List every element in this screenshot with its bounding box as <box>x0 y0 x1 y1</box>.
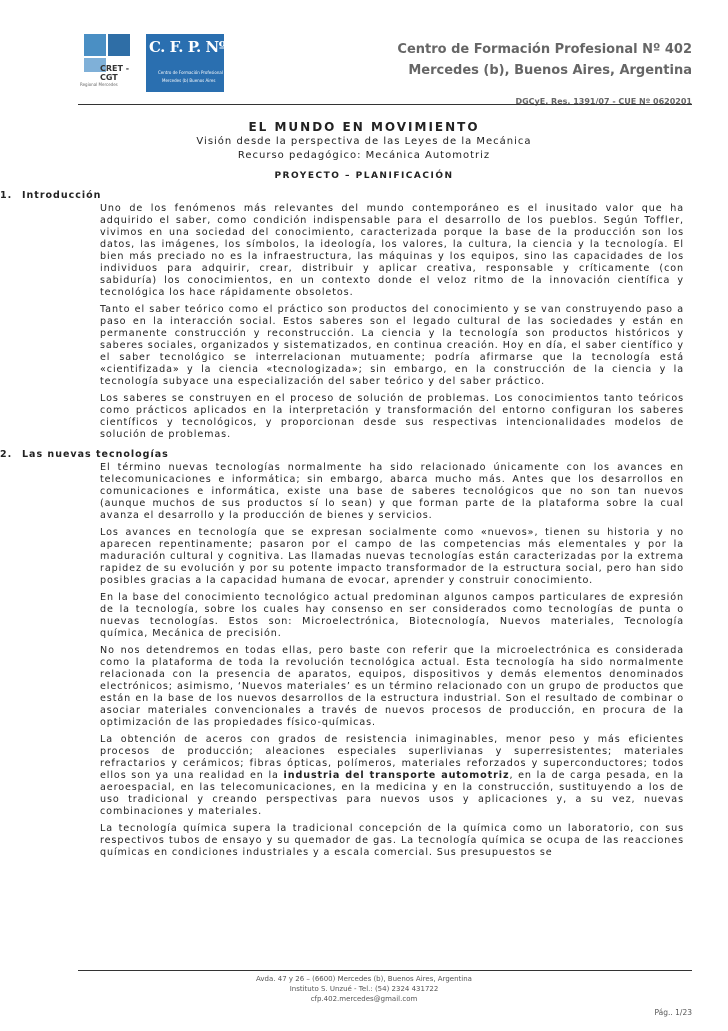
paragraph: Uno de los fenómenos más relevantes del mundo contemporáneo es el inusitado valor que ha adquirido el saber, como condición indispensable para el desarrollo de los pueblos. Según Toffler, vivimos en una sociedad del conocimiento, caracterizada porque la base de la producción son los datos, las imágenes, los símbolos, la ideología, los valores, la cultura, la ciencia y la tecnología. El bien más preciado no es la infraestructura, las máquinas y los equipos, sino las capacidades de los individuos para adquirir, crear, distribuir y aplicar creativa, responsable y críticamente (con sabiduría) los conocimientos, en un contexto donde el veloz ritmo de la innovación científica y tecnológica los hace rápidamente obsoletos. <box>100 203 684 298</box>
institution-resolution: DGCyE. Res. 1391/07 - CUE Nº 0620201 <box>515 97 692 106</box>
cfp-logo-subtext-2: Mercedes (b) Buenos Aires <box>162 78 216 83</box>
document-subtitle-2: Recurso pedagógico: Mecánica Automotriz <box>237 150 491 161</box>
logo-square <box>84 34 106 56</box>
institution-name: Centro de Formación Profesional Nº 402 <box>397 42 692 57</box>
footer-email: cfp.402.mercedes@gmail.com <box>310 995 418 1003</box>
section-heading <box>0 449 300 460</box>
emphasis-text: industria del transporte automotriz <box>283 770 510 781</box>
page-header <box>78 16 692 104</box>
project-heading: PROYECTO – PLANIFICACIÓN <box>274 171 454 181</box>
section-number: 2. <box>0 449 13 460</box>
document-subtitle: Visión desde la perspectiva de las Leyes de la Mecánica <box>196 136 532 147</box>
section-heading <box>0 190 300 201</box>
paragraph-with-emphasis <box>100 734 684 818</box>
section-nuevas-tecnologias <box>0 449 684 859</box>
institution-city: Mercedes (b), Buenos Aires, Argentina <box>408 63 692 78</box>
paragraph-text: La obtención de aceros con grados de resistencia inimaginables, menor peso y más eficientes procesos de producción; aleaciones especiales superlivianas y superresistentes; materiales refractarios y cerámicos; fibras ópticas, polímeros, materiales reforzados y superconductores; todos ellos son ya una realidad en la <box>100 734 684 781</box>
footer-address: Avda. 47 y 26 – (6600) Mercedes (b), Buenos Aires, Argentina <box>256 975 472 983</box>
footer-institute: Instituto S. Unzué - Tel.: (54) 2324 431722 <box>289 985 439 993</box>
header-divider <box>78 104 692 105</box>
paragraph: El término nuevas tecnologías normalmente ha sido relacionado únicamente con los avances en telecomunicaciones e informática; sin embargo, abarca mucho más. Antes que los desarrollos en comunicaciones e informática, existe una base de saberes tecnológicos que no son tan nuevos (aunque muchos de sus productos sí lo sean) y que forman parte de la plataforma sobre la cual avanza el desarrollo y la producción de bienes y servicios. <box>100 462 684 521</box>
document-body <box>0 190 684 864</box>
page-number: Pág.. 1/23 <box>654 1008 692 1017</box>
paragraph-text: , en la de carga pesada, en la aeroespacial, en las telecomunicaciones, en la medicina y en la construcción, sustituyendo a los de uso tradicional y creando perspectivas para nuevos usos y aplicaciones y, a su vez, nuevas combinaciones y materiales. <box>100 770 684 817</box>
section-number: 1. <box>0 190 13 201</box>
paragraph: Tanto el saber teórico como el práctico son productos del conocimiento y se van construyendo paso a paso en la interacción social. Estos saberes son el legado cultural de las sociedades y están en permanente construcción y reconstrucción. La ciencia y la tecnología son productos históricos y saberes sociales, organizados y sistematizados, en continua creación. Hoy en día, el saber científico y el saber tecnológico se interrelacionan mutuamente; podría afirmarse que la tecnología está «cientifizada» y la ciencia «tecnologizada»; sin embargo, en la construcción de la ciencia y la tecnología subyace una especialización del saber teórico y del saber práctico. <box>100 304 684 387</box>
footer-divider <box>78 970 692 971</box>
cret-logo-text: CRET - CGT <box>100 64 130 82</box>
cfp-logo-subtext: Centro de Formación Profesional <box>158 70 223 75</box>
paragraph: Los avances en tecnología que se expresan socialmente como «nuevos», tienen su historia y no aparecen repentinamente; pasaron por el campo de las competencias más elementales y por la maduración cultural y cognitiva. Las llamadas nuevas tecnologías están caracterizadas por la extrema rapidez de su evolución y por su potente impacto transformador de la estructura social, pero han sido posibles gracias a la capacidad humana de evocar, aprender y construir conocimiento. <box>100 527 684 586</box>
paragraph: La tecnología química supera la tradicional concepción de la química como un laboratorio, con sus respectivos tubos de ensayo y su quemador de gas. La tecnología química se ocupa de las reacciones químicas en condiciones industriales y a escala comercial. Sus presupuestos se <box>100 823 684 858</box>
document-title: EL MUNDO EN MOVIMIENTO <box>248 120 480 134</box>
section-introduccion <box>0 190 684 441</box>
paragraph: Los saberes se construyen en el proceso de solución de problemas. Los conocimientos tanto teóricos como prácticos aplicados en la interpretación y transformación del entorno configuran los saberes científicos y tecnológicos, y proporcionan desde sus respectivas intencionalidades modelos de solución de problemas. <box>100 393 684 440</box>
cret-logo <box>78 30 142 92</box>
section-title: Las nuevas tecnologías <box>22 449 169 460</box>
section-title: Introducción <box>22 190 102 201</box>
cret-logo-subtext: Regional Mercedes <box>80 82 118 87</box>
paragraph: No nos detendremos en todas ellas, pero baste con referir que la microelectrónica es considerada como la plataforma de toda la revolución tecnológica actual. Esta tecnología ha sido normalmente relacionada con la presencia de aparatos, equipos, dispositivos y demás elementos denominados electrónicos; asimismo, ‘Nuevos materiales’ es un término relacionado con un grupo de productos que están en la base de los nuevos desarrollos de la estructura industrial. Son el resultado de combinar o asociar materiales convencionales a través de nuevos procesos de producción, en procura de la optimización de las propiedades físico-químicas. <box>100 645 684 728</box>
logo-square <box>108 34 130 56</box>
cfp-logo-text: C. F. P. Nº 402 <box>149 38 261 56</box>
cfp-logo <box>146 34 261 92</box>
paragraph: En la base del conocimiento tecnológico actual predominan algunos campos particulares de expresión de la tecnología, sobre los cuales hay consenso en ser considerados como tecnologías de punta o nuevas tecnologías. Estos son: Microelectrónica, Biotecnología, Nuevos materiales, Tecnología química, Mecánica de precisión. <box>100 592 684 639</box>
